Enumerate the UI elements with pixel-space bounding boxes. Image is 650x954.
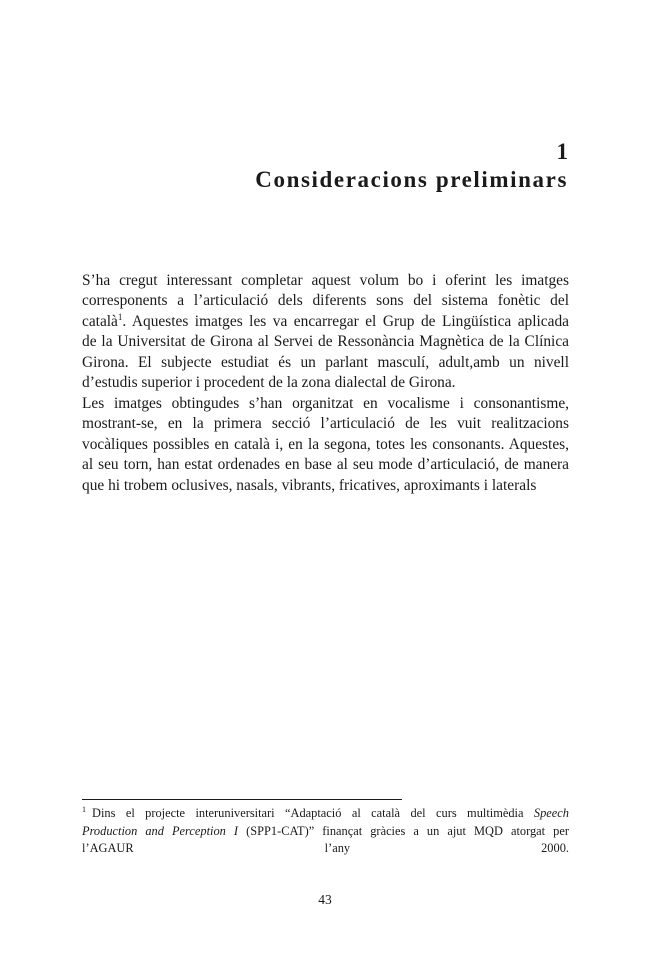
text-line: que hi trobem oclusives, nasals, vibrants, fricatives, aproximants i laterals	[82, 476, 537, 494]
body-paragraph	[82, 271, 569, 393]
text-line: mostrant-se, en la primera secció l’articulació de les vuit realitzacions	[82, 415, 569, 433]
text-line: vocàliques possibles en català i, en la segona, totes les consonants. Aquestes,	[82, 435, 569, 453]
text-line: Les imatges obtingudes s’han organitzat en vocalisme i consonantisme,	[82, 395, 569, 412]
footnote-reference[interactable]: 1	[117, 311, 123, 322]
text-line: corresponents a l’articulació dels diferents sons del sistema fonètic del	[82, 292, 569, 310]
text-line: S’ha cregut interessant completar aquest volum bo i oferint les imatges	[82, 272, 569, 289]
text-line: d’estudis superior i procedent de la zona dialectal de Girona.	[82, 374, 456, 392]
italic-text: Speech	[533, 806, 569, 820]
footnote	[82, 805, 569, 858]
text-line: Girona. El subjecte estudiat és un parlant masculí, adult,amb un nivell	[82, 353, 569, 371]
footnote-line: l’AGAUR l’any 2000.	[82, 841, 569, 856]
text-fragment: (SPP1-CAT)” finançat gràcies a un ajut MQD atorgat per	[238, 823, 569, 838]
chapter-number: 1	[556, 139, 568, 164]
chapter-title: Consideracions preliminars	[255, 167, 568, 192]
text-fragment: Dins el projecte interuniversitari “Adaptació al català del curs multimèdia	[92, 806, 534, 820]
footnote-line	[82, 805, 569, 823]
text-fragment: . Aquestes imatges les va encarregar el Grup de Lingüística aplicada	[122, 312, 569, 330]
italic-text: Production and Perception I	[82, 823, 239, 838]
text-fragment: català	[82, 312, 118, 330]
footnote-line	[82, 823, 569, 841]
footnote-separator	[82, 799, 402, 800]
footnote-marker: 1	[82, 805, 86, 814]
body-paragraph	[82, 394, 569, 496]
text-line: de la Universitat de Girona al Servei de Ressonància Magnètica de la Clínica	[82, 333, 569, 351]
text-line	[82, 312, 569, 332]
text-line: al seu torn, han estat ordenades en base al seu mode d’articulació, de manera	[82, 456, 569, 474]
page-number: 43	[318, 892, 332, 907]
